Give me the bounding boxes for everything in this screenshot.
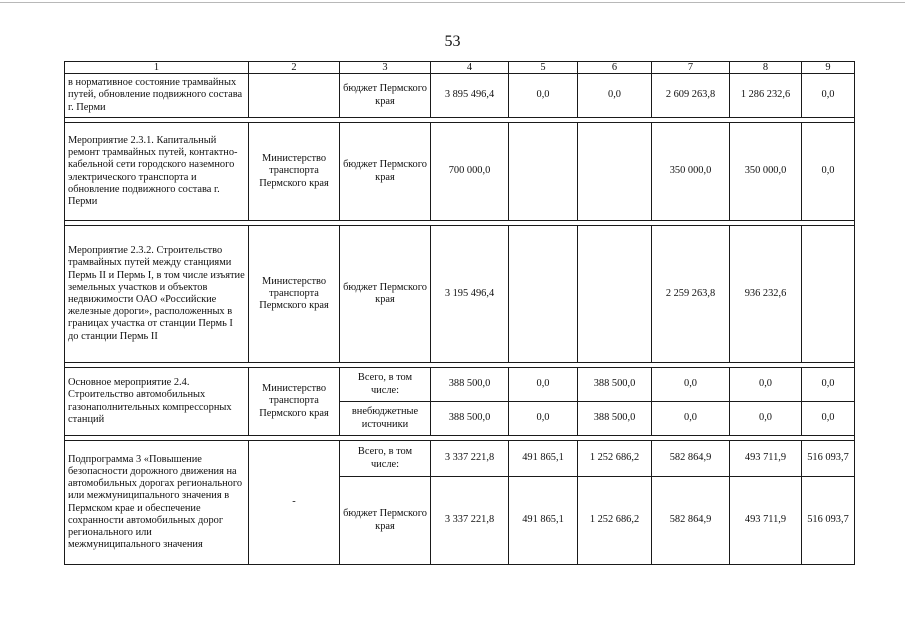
value-cell: 0,0 (652, 402, 730, 436)
budget-table (64, 61, 855, 565)
value-cell: 1 252 686,2 (578, 441, 652, 477)
value-cell: 0,0 (730, 402, 802, 436)
funding-source-cell: бюджет Пермского края (340, 74, 431, 118)
value-cell: 388 500,0 (431, 368, 509, 402)
funding-source-cell: бюджет Пермского края (340, 477, 431, 565)
value-cell: 2 259 263,8 (652, 226, 730, 363)
value-cell: 0,0 (578, 74, 652, 118)
column-header: 2 (249, 62, 340, 74)
program-name-cell: Мероприятие 2.3.2. Строительство трамвайных путей между станциями Пермь II и Пермь I, в том числе изъятие земельных участков и объектов недвижимости ОАО «Российские железные дороги», расположенных в границах участка от станции Пермь I до станции Пермь II (65, 226, 249, 363)
value-cell: 0,0 (802, 123, 855, 221)
value-cell: 493 711,9 (730, 477, 802, 565)
value-cell: 0,0 (509, 368, 578, 402)
value-cell: 0,0 (730, 368, 802, 402)
column-header: 6 (578, 62, 652, 74)
value-cell: 582 864,9 (652, 441, 730, 477)
value-cell: 582 864,9 (652, 477, 730, 565)
page-number: 53 (444, 33, 461, 50)
executor-cell: Министерство транспорта Пермского края (249, 226, 340, 363)
value-cell: 516 093,7 (802, 441, 855, 477)
value-cell: 700 000,0 (431, 123, 509, 221)
program-name-cell: Основное мероприятие 2.4. Строительство автомобильных газонаполнительных компрессорных станций (65, 368, 249, 436)
program-name-cell: в нормативное состояние трамвайных путей, обновление подвижного состава г. Перми (65, 74, 249, 118)
value-cell: 1 252 686,2 (578, 477, 652, 565)
value-cell: 491 865,1 (509, 477, 578, 565)
funding-source-cell: внебюджетные источники (340, 402, 431, 436)
funding-source-cell: Всего, в том числе: (340, 368, 431, 402)
value-cell (578, 226, 652, 363)
value-cell: 1 286 232,6 (730, 74, 802, 118)
value-cell: 3 337 221,8 (431, 477, 509, 565)
value-cell: 0,0 (509, 402, 578, 436)
value-cell: 0,0 (509, 74, 578, 118)
value-cell: 936 232,6 (730, 226, 802, 363)
executor-cell: - (249, 441, 340, 565)
value-cell: 350 000,0 (730, 123, 802, 221)
funding-source-cell: бюджет Пермского края (340, 226, 431, 363)
value-cell: 0,0 (802, 402, 855, 436)
column-header: 4 (431, 62, 509, 74)
value-cell: 350 000,0 (652, 123, 730, 221)
value-cell: 0,0 (802, 74, 855, 118)
value-cell: 388 500,0 (578, 402, 652, 436)
value-cell: 388 500,0 (431, 402, 509, 436)
funding-source-cell: Всего, в том числе: (340, 441, 431, 477)
executor-cell: Министерство транспорта Пермского края (249, 123, 340, 221)
executor-cell: Министерство транспорта Пермского края (249, 368, 340, 436)
column-header: 8 (730, 62, 802, 74)
table-row (65, 74, 855, 118)
value-cell: 388 500,0 (578, 368, 652, 402)
program-name-cell: Мероприятие 2.3.1. Капитальный ремонт трамвайных путей, контактно-кабельной сети городского наземного электрического транспорта и обновление подвижного состава г. Перми (65, 123, 249, 221)
value-cell: 3 895 496,4 (431, 74, 509, 118)
value-cell (509, 123, 578, 221)
value-cell: 3 337 221,8 (431, 441, 509, 477)
value-cell: 493 711,9 (730, 441, 802, 477)
value-cell: 2 609 263,8 (652, 74, 730, 118)
executor-cell (249, 74, 340, 118)
funding-source-cell: бюджет Пермского края (340, 123, 431, 221)
column-header: 7 (652, 62, 730, 74)
value-cell: 0,0 (652, 368, 730, 402)
program-name-cell: Подпрограмма 3 «Повышение безопасности дорожного движения на автомобильных дорогах регионального или межмуниципального значения в Пермском крае и обеспечение сохранности автомобильных дорог регионального или межмуниципального значения (65, 441, 249, 565)
table-row (65, 368, 855, 402)
column-header: 9 (802, 62, 855, 74)
column-header: 3 (340, 62, 431, 74)
table-row (65, 226, 855, 363)
table-row (65, 441, 855, 477)
column-header: 1 (65, 62, 249, 74)
column-header: 5 (509, 62, 578, 74)
value-cell: 0,0 (802, 368, 855, 402)
value-cell (802, 226, 855, 363)
table-row (65, 123, 855, 221)
top-edge-line (0, 2, 905, 3)
value-cell (509, 226, 578, 363)
value-cell (578, 123, 652, 221)
column-number-row (65, 62, 855, 74)
value-cell: 516 093,7 (802, 477, 855, 565)
value-cell: 3 195 496,4 (431, 226, 509, 363)
value-cell: 491 865,1 (509, 441, 578, 477)
